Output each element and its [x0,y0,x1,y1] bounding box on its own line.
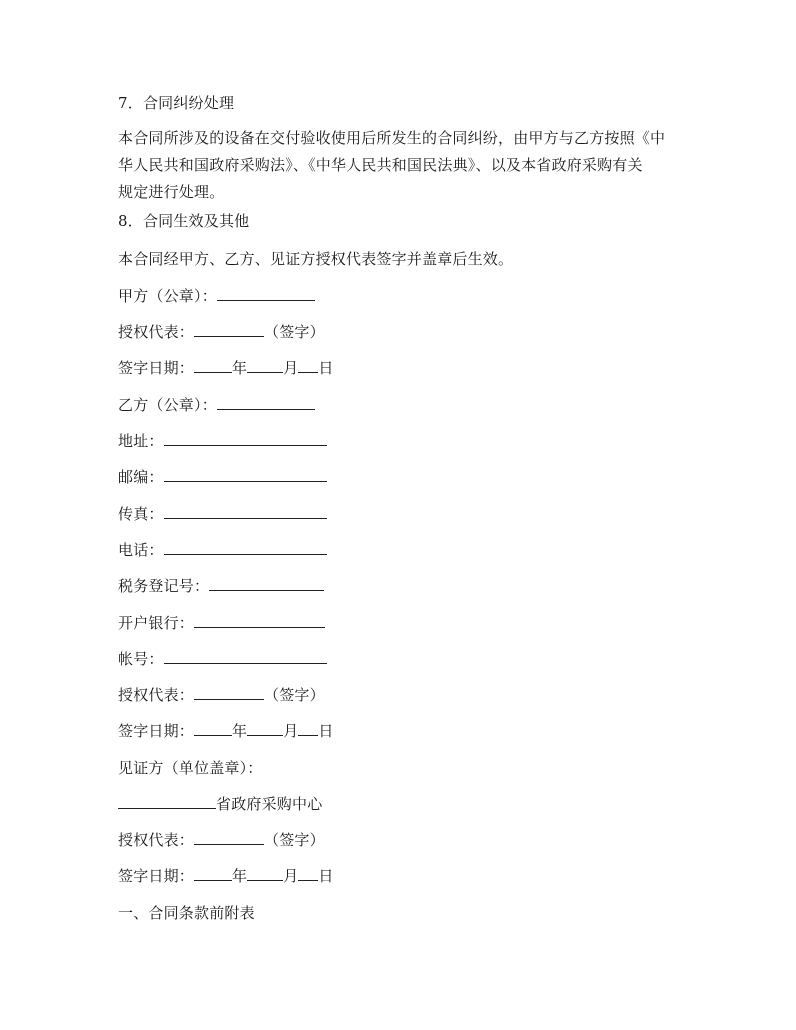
party-a-seal-label: 甲方（公章）： [118,287,217,305]
party-b-bank-row [118,610,325,637]
party-a-month-blank[interactable] [247,355,283,373]
party-b-postcode-blank[interactable] [164,464,327,482]
party-b-seal-label: 乙方（公章）： [118,396,217,414]
section-7-body [118,125,688,206]
party-a-month-label: 月 [283,359,299,377]
party-b-fax-row [118,501,327,528]
section-7-body-line-2: 华人民共和国政府采购法》、《中华人民共和国民法典》、以及本省政府采购有关 [118,156,643,174]
party-b-rep-blank[interactable] [194,682,264,700]
party-b-address-blank[interactable] [164,428,327,446]
party-b-day-blank[interactable] [298,718,318,736]
party-b-seal-blank[interactable] [217,392,315,410]
witness-org-blank[interactable] [118,791,216,809]
party-b-account-row [118,646,327,673]
witness-day-blank[interactable] [298,863,318,881]
party-a-seal-blank[interactable] [217,283,315,301]
party-b-bank-blank[interactable] [194,610,325,628]
witness-org-row [118,791,322,818]
section-8-body: 本合同经甲方、乙方、见证方授权代表签字并盖章后生效。 [118,250,514,268]
witness-year-label: 年 [232,867,248,885]
party-a-rep-label: 授权代表： [118,323,195,341]
party-b-day-label: 日 [318,722,334,740]
party-b-fax-label: 传真： [118,505,164,523]
party-b-bank-label: 开户银行： [118,614,195,632]
party-b-date-row [118,718,334,745]
party-b-seal-row [118,392,315,419]
party-a-seal-row [118,283,315,310]
party-b-rep-suffix: （签字） [264,686,325,704]
party-b-date-label: 签字日期： [118,722,195,740]
witness-rep-suffix: （签字） [264,831,325,849]
party-b-year-blank[interactable] [194,718,232,736]
section-7-body-line-1: 本合同所涉及的设备在交付验收使用后所发生的合同纠纷，由甲方与乙方按照《中 [118,129,666,147]
witness-org-suffix: 省政府采购中心 [216,795,323,813]
party-b-postcode-row [118,464,327,491]
party-b-address-label: 地址： [118,432,164,450]
party-b-phone-blank[interactable] [164,537,327,555]
party-b-month-label: 月 [283,722,299,740]
party-b-month-blank[interactable] [247,718,283,736]
witness-month-label: 月 [283,867,299,885]
witness-rep-label: 授权代表： [118,831,195,849]
next-section-heading: 一、合同条款前附表 [118,904,255,922]
witness-date-row [118,863,334,890]
party-b-fax-blank[interactable] [164,501,327,519]
party-a-year-blank[interactable] [194,355,232,373]
party-b-address-row [118,428,327,455]
party-a-date-label: 签字日期： [118,359,195,377]
witness-label: 见证方（单位盖章）： [118,759,263,777]
party-a-day-label: 日 [318,359,334,377]
party-b-year-label: 年 [232,722,248,740]
section-7-body-line-3: 规定进行处理。 [118,183,225,201]
witness-day-label: 日 [318,867,334,885]
section-8-title: 8．合同生效及其他 [118,212,250,230]
party-a-rep-blank[interactable] [194,319,264,337]
party-b-account-label: 帐号： [118,650,164,668]
party-a-day-blank[interactable] [298,355,318,373]
party-a-rep-suffix: （签字） [264,323,325,341]
party-a-date-row [118,355,334,382]
party-b-tax-label: 税务登记号： [118,577,210,595]
witness-month-blank[interactable] [247,863,283,881]
party-b-phone-label: 电话： [118,541,164,559]
party-a-year-label: 年 [232,359,248,377]
party-b-postcode-label: 邮编： [118,468,164,486]
party-a-rep-row [118,319,325,346]
witness-year-blank[interactable] [194,863,232,881]
party-b-tax-row [118,573,324,600]
party-b-rep-label: 授权代表： [118,686,195,704]
party-b-rep-row [118,682,325,709]
witness-rep-blank[interactable] [194,827,264,845]
party-b-account-blank[interactable] [164,646,327,664]
party-b-phone-row [118,537,327,564]
witness-date-label: 签字日期： [118,867,195,885]
section-7-title: 7．合同纠纷处理 [118,94,235,112]
witness-rep-row [118,827,325,854]
party-b-tax-blank[interactable] [209,573,324,591]
